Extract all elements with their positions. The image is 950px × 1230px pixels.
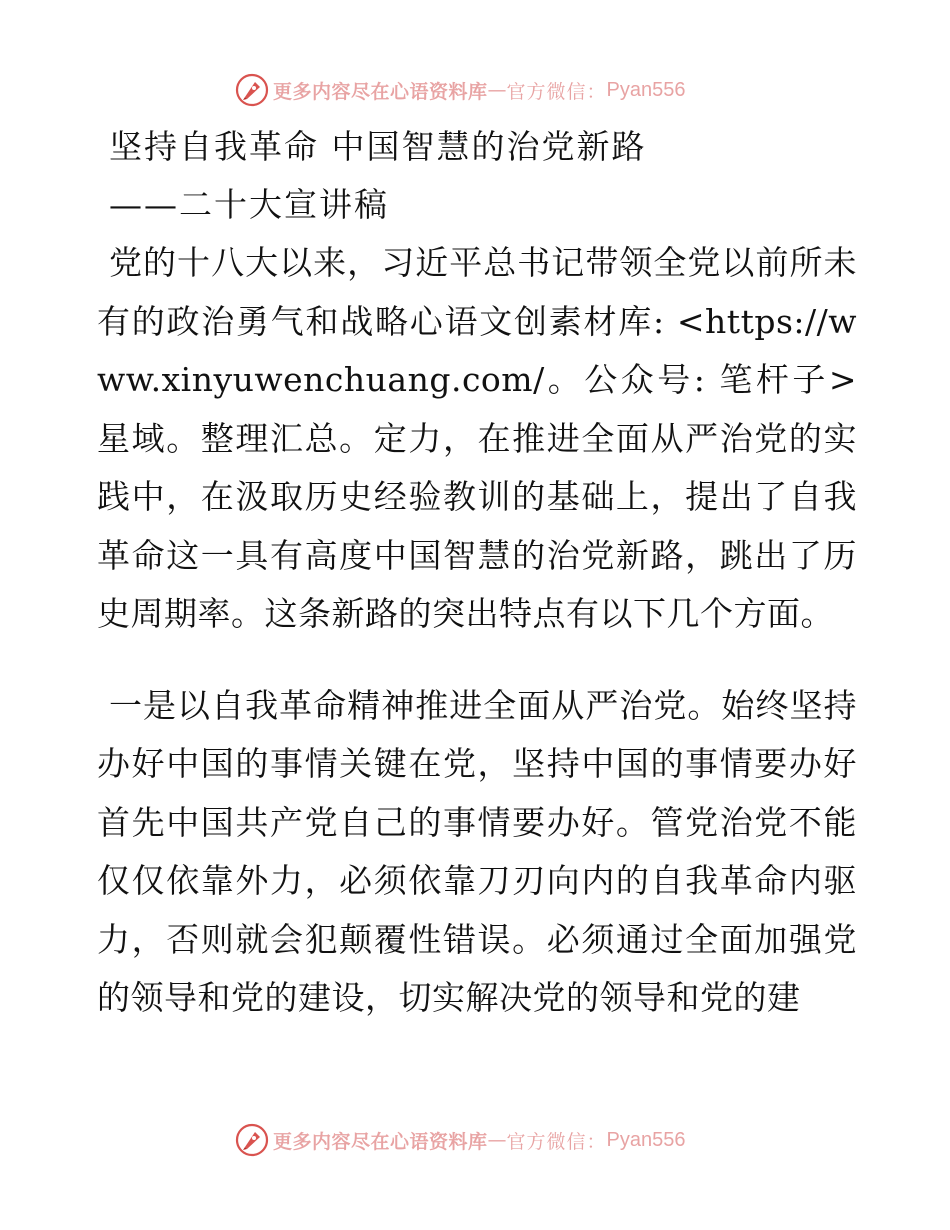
page-subtitle: ——二十大宣讲稿 [109, 185, 389, 224]
watermark-label: 官方微信： [506, 1130, 607, 1153]
document-body [97, 118, 857, 1061]
watermark-wechat-id: Pyan556 [606, 1128, 686, 1151]
watermark-label: 官方微信： [506, 80, 607, 103]
watermark-wechat-id: Pyan556 [606, 78, 686, 101]
paragraph-intro: 党的十八大以来，习近平总书记带领全党以前所未有的政治勇气和战略心语文创素材库: <https://www.xinyuwenchuang.com/。公众号: 笔杆子>星域。整理汇总。定力，在推进全面从严治党的实践中，在汲取历史经验教训的基础上，提出了自我革命这一具有高度中国智慧的治党新路，跳出了历史周期率。这条新路的突出特点有以下几个方面。 [97, 243, 857, 633]
paragraph-point-one: 一是以自我革命精神推进全面从严治党。始终坚持办好中国的事情关键在党，坚持中国的事情要办好首先中国共产党自己的事情要办好。管党治党不能仅仅依靠外力，必须依靠刀刃向内的自我革命内驱力，否则就会犯颠覆性错误。必须通过全面加强党的领导和党的建设，切实解决党的领导和党的建 [97, 685, 857, 1017]
pen-nib-circle-icon [235, 1123, 269, 1157]
watermark-separator: — [487, 1129, 507, 1151]
watermark-main-text: 更多内容尽在心语资料库 [273, 1130, 488, 1153]
footer-watermark [235, 1123, 686, 1157]
pen-nib-circle-icon [235, 73, 269, 107]
header-watermark [235, 73, 686, 107]
watermark-separator: — [487, 79, 507, 101]
page-title: 坚持自我革命 中国智慧的治党新路 [109, 127, 647, 166]
watermark-main-text: 更多内容尽在心语资料库 [273, 80, 488, 103]
